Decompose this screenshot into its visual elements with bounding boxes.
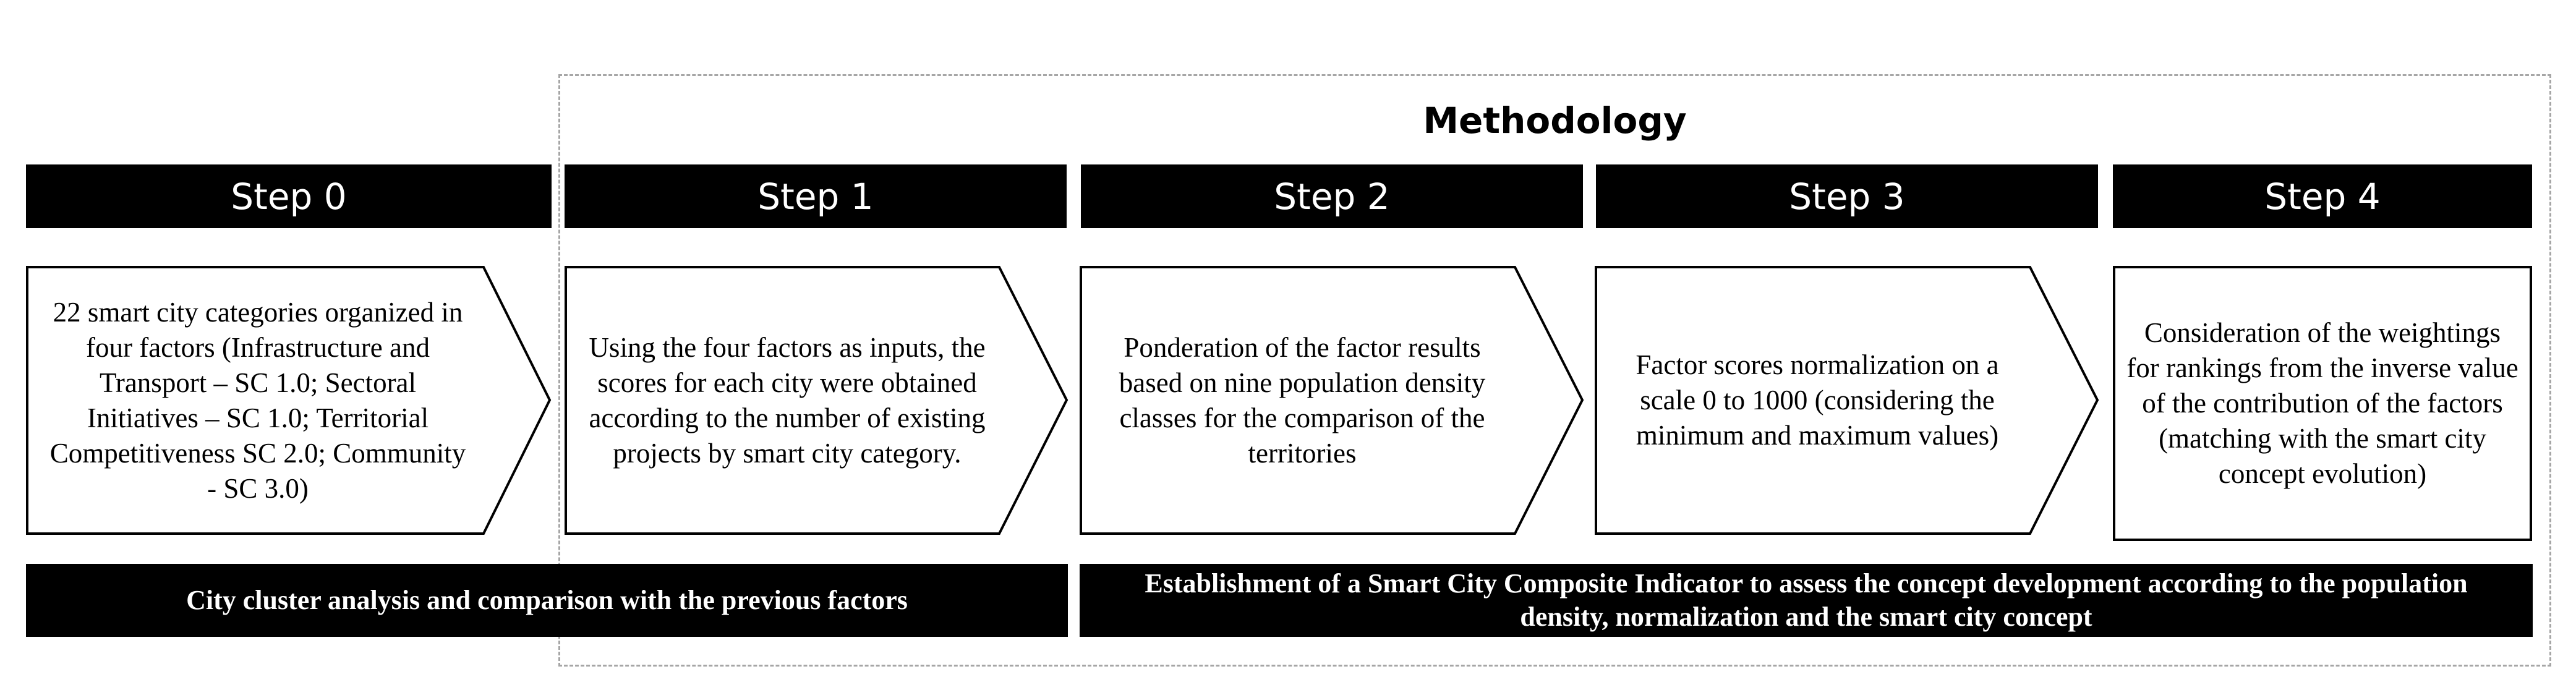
step-3-box [1595,266,2099,535]
bottom-bar-composite-indicator: Establishment of a Smart City Composite Indicator to assess the concept development according to the population density, normalization and the smart city concept [1080,564,2533,637]
step-3-header: Step 3 [1596,164,2098,228]
step-0-box [26,266,552,535]
step-4-header: Step 4 [2113,164,2532,228]
step-2-box [1080,266,1584,535]
step-4-text: Consideration of the weightings for rankings from the inverse value of the contribution of the factors (matching with the smart city concept evolution) [2126,317,2518,489]
step-1-text: Using the four factors as inputs, the scores for each city were obtained according to the number of existing projects by smart city category. [589,331,986,469]
step-0-text: 22 smart city categories organized in four factors (Infrastructure and Transport – SC 1.0; Sectoral Initiatives – SC 1.0; Territorial Competitiveness SC 2.0; Community - SC 3.0) [49,296,466,504]
step-4-box [2113,266,2532,541]
step-2-text: Ponderation of the factor results based on nine population density classes for the comparison of the territories [1119,331,1486,469]
step-1-box [565,266,1068,535]
step-0-header: Step 0 [26,164,552,228]
step-1-header: Step 1 [565,164,1067,228]
step-3-text: Factor scores normalization on a scale 0 to 1000 (considering the minimum and maximum values) [1636,349,1999,451]
bottom-bar-cluster-analysis: City cluster analysis and comparison with the previous factors [26,564,1068,637]
step-2-header: Step 2 [1081,164,1583,228]
diagram-title: Methodology [1423,100,1687,142]
